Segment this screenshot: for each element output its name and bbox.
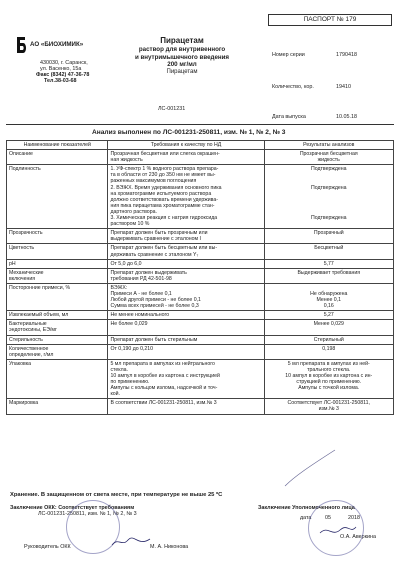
- company-name: АО «БИОХИМИК»: [30, 41, 84, 48]
- analysis-table: [6, 140, 394, 415]
- release-date-label: Дата выпуска: [272, 114, 306, 120]
- storage-note: Хранение. В защищенном от света месте, при температуре не выше 25 ºС: [10, 492, 223, 498]
- cell-line: Упаковка: [9, 360, 31, 367]
- cell-line: на хроматограмме испытуемого раствора: [110, 190, 212, 197]
- header-results: Результаты анализов: [264, 141, 393, 150]
- cell-line: Подтверждена: [311, 215, 347, 222]
- product-name: Пирацетам: [160, 36, 204, 45]
- cell-line: Менее 0,1: [316, 297, 342, 304]
- table-row: [7, 399, 394, 414]
- cell-line: раженных максимумов поглощения: [110, 178, 197, 185]
- requirement-cell: [108, 320, 264, 335]
- cell-line: 2. ВЭЖХ. Время удерживания основного пика: [110, 184, 222, 191]
- cell-line: Ампулы с кольцом излома, надсечкой и точ-: [110, 385, 218, 392]
- analysis-rows: [7, 150, 394, 414]
- indicator-cell: [7, 244, 108, 259]
- requirement-cell: [108, 259, 264, 268]
- company-fax: Факс (8342) 47-36-78: [36, 72, 90, 78]
- cell-line: ния пика пирацетама хроматограмме стан-: [110, 202, 215, 209]
- result-cell: [264, 399, 393, 414]
- okk-signature-icon: [110, 535, 152, 549]
- cell-line: ВЭЖХ:: [110, 284, 128, 291]
- table-row: [7, 344, 394, 359]
- cell-line: Не более 0,029: [110, 321, 148, 328]
- table-row: [7, 165, 394, 229]
- cell-line: 5,27: [323, 312, 334, 319]
- cell-line: Сумма всех примесей - не более 0,3: [110, 303, 199, 310]
- requirement-cell: [108, 283, 264, 310]
- cell-line: 5 мл препарата в ампулах из ней-: [287, 360, 370, 367]
- cell-line: 5 мл препарата в ампулах из нейтрального: [110, 360, 215, 367]
- cell-line: жидкость: [317, 157, 340, 164]
- cell-line: Препарат должен выдерживать: [110, 269, 187, 276]
- cell-line: должно соответствовать времени удержива-: [110, 196, 218, 203]
- indicator-cell: [7, 359, 108, 399]
- cell-line: по применению.: [110, 379, 150, 386]
- cell-line: Описание: [9, 151, 33, 158]
- cell-line: 0,16: [323, 303, 334, 310]
- product-reg: ЛС-001231: [158, 106, 186, 112]
- cell-line: [267, 236, 391, 242]
- table-row: [7, 311, 394, 320]
- cell-line: [267, 391, 391, 397]
- result-cell: [264, 268, 393, 283]
- result-cell: [264, 259, 393, 268]
- table-row: [7, 335, 394, 344]
- release-date-value: 10.05.18: [336, 114, 357, 120]
- table-row: [7, 359, 394, 399]
- cell-line: [267, 327, 391, 333]
- cell-line: кой.: [110, 391, 121, 398]
- requirement-cell: [108, 344, 264, 359]
- cell-line: Любой другой примеси - не более 0,1: [110, 297, 201, 304]
- result-cell: [264, 335, 393, 344]
- cell-line: держивать сравнение с эталоном Y₇: [110, 251, 199, 258]
- cell-line: Подтверждена: [311, 184, 347, 191]
- date-year: 2018: [348, 515, 360, 521]
- cell-line: Не обнаружена: [310, 290, 348, 297]
- requirement-cell: [108, 268, 264, 283]
- cell-line: трального стекла.: [307, 366, 351, 373]
- indicator-cell: [7, 335, 108, 344]
- indicator-cell: [7, 344, 108, 359]
- series-value: 1790418: [336, 52, 357, 58]
- cell-line: эндотоксины, ЕЭ/мг: [9, 327, 57, 334]
- cell-line: Бактериальные: [9, 321, 47, 328]
- indicator-cell: [7, 311, 108, 320]
- product-desc-1: раствор для внутривенного: [138, 46, 226, 53]
- cell-line: раствором 10 %: [110, 221, 150, 228]
- cell-line: Извлекаемый объем, мл: [9, 312, 69, 319]
- indicator-cell: [7, 320, 108, 335]
- cell-line: струкцией по применению.: [296, 379, 362, 386]
- cell-line: [110, 352, 261, 358]
- cell-line: Ампулы с точкой излома.: [298, 385, 360, 392]
- cell-line: Препарат должен быть стерильным: [110, 336, 198, 343]
- okk-head-name: М. А. Никонова: [150, 544, 189, 550]
- cell-line: [267, 252, 391, 258]
- table-row: [7, 259, 394, 268]
- cell-line: Стерильный: [313, 336, 344, 343]
- table-row: [7, 229, 394, 244]
- conclusion-okk: Заключение ОКК: Соответствует требованиям: [10, 505, 135, 511]
- company-tel: Тел.38-03-68: [44, 78, 77, 84]
- cell-line: 5,77: [323, 260, 334, 267]
- result-signature-mark-icon: [280, 446, 340, 490]
- cell-line: та в области от 230 до 350 нм не имеет вы-: [110, 172, 216, 179]
- cell-line: ная жидкость: [110, 157, 143, 164]
- requirement-cell: [108, 165, 264, 229]
- cell-line: Количественное: [9, 345, 49, 352]
- company-address-2: ул. Васенко, 15а: [40, 66, 82, 72]
- cell-line: Примеси А - не более 0,1: [110, 290, 172, 297]
- cell-line: Цветность: [9, 245, 35, 252]
- table-row: [7, 268, 394, 283]
- result-cell: [264, 229, 393, 244]
- result-cell: [264, 320, 393, 335]
- indicator-cell: [7, 165, 108, 229]
- company-logo-icon: [14, 36, 28, 54]
- result-cell: [264, 344, 393, 359]
- okk-head-label: Руководитель ОКК: [24, 544, 71, 550]
- cell-line: требования РД 42-501-98: [110, 275, 172, 282]
- cell-line: Прозрачный: [313, 230, 344, 237]
- requirement-cell: [108, 359, 264, 399]
- cell-line: Прозрачная бесцветная или слегка окрашен-: [110, 151, 220, 158]
- header-indicator: Наименование показателей: [7, 141, 108, 150]
- cell-line: Менее 0,029: [313, 321, 344, 328]
- requirement-cell: [108, 150, 264, 165]
- table-row: [7, 150, 394, 165]
- cell-line: Подлинность: [9, 166, 41, 173]
- indicator-cell: [7, 259, 108, 268]
- indicator-cell: [7, 268, 108, 283]
- cell-line: Препарат должен быть бесцветным или вы-: [110, 245, 218, 252]
- requirement-cell: [108, 311, 264, 320]
- passport-number: ПАСПОРТ № 179: [268, 14, 392, 26]
- series-label: Номер серии: [272, 52, 305, 58]
- cell-line: [267, 276, 391, 282]
- table-row: [7, 283, 394, 310]
- cell-line: Бесцветный: [314, 245, 344, 252]
- cell-line: 10 ампул в коробке из картона с инструкцией: [110, 373, 220, 379]
- cell-line: Препарат должен быть прозрачным или: [110, 230, 208, 237]
- cell-line: изм.№ 3: [318, 406, 339, 413]
- cell-line: 3. Химическая реакция с натрия гидроксида: [110, 215, 218, 222]
- authorized-signature-icon: [318, 524, 358, 538]
- cell-line: Не менее номинального: [110, 312, 170, 319]
- quantity-label: Количество, кор.: [272, 84, 314, 90]
- cell-line: От 5,0 до 6,0: [110, 260, 142, 267]
- result-cell: [264, 359, 393, 399]
- cell-line: [110, 327, 261, 333]
- cell-line: выдерживать сравнение с эталоном I: [110, 236, 201, 243]
- date-month: 05: [325, 515, 331, 521]
- cell-line: [267, 221, 391, 227]
- conclusion-authorized: Заключение Уполномоченного лица: [258, 505, 355, 511]
- cell-line: определение, г/мл: [9, 351, 54, 358]
- cell-line: От 0,190 до 0,210: [110, 345, 154, 352]
- authorized-person-name: О.А. Аверкина: [340, 534, 377, 540]
- date-label: дата: [300, 515, 312, 521]
- cell-line: Выдерживает требования: [297, 269, 361, 276]
- table-row: [7, 320, 394, 335]
- cell-line: 0,198: [322, 345, 336, 352]
- company-address-1: 430030, г. Саранск,: [40, 60, 88, 66]
- result-cell: [264, 283, 393, 310]
- cell-line: Стерильность: [9, 336, 43, 343]
- cell-line: включения: [9, 275, 36, 282]
- header-requirements: Требования к качеству по НД: [108, 141, 264, 150]
- cell-line: Посторонние примеси, %: [9, 284, 71, 291]
- indicator-cell: [7, 229, 108, 244]
- cell-line: Подтверждена: [311, 166, 347, 173]
- cell-line: В соответствии ЛС-001231-250811, изм.№ 3: [110, 400, 217, 407]
- analysis-title: Анализ выполнен по ЛС-001231-250811, изм. № 1, № 2, № 3: [92, 129, 286, 136]
- requirement-cell: [108, 244, 264, 259]
- cell-line: Соответствует ЛС-001231-250811,: [287, 400, 370, 407]
- cell-line: [267, 352, 391, 358]
- cell-line: Маркировка: [9, 400, 39, 407]
- result-cell: [264, 150, 393, 165]
- cell-line: pH: [9, 260, 16, 267]
- cell-line: Прозрачность: [9, 230, 43, 237]
- result-cell: [264, 311, 393, 320]
- product-desc-2: и внутримышечного введения: [134, 53, 230, 61]
- table-row: [7, 244, 394, 259]
- cell-line: Прозрачная бесцветная: [299, 151, 358, 158]
- indicator-cell: [7, 150, 108, 165]
- requirement-cell: [108, 335, 264, 344]
- product-dose: 200 мг/мл: [167, 61, 197, 68]
- conclusion-okk-ref: ЛС-001231-250811, изм. № 1, № 2, № 3: [38, 511, 137, 517]
- cell-line: дартного раствора.: [110, 208, 157, 215]
- requirement-cell: [108, 229, 264, 244]
- product-inn: Пирацетам: [166, 68, 198, 75]
- cell-line: Механические: [9, 269, 44, 276]
- indicator-cell: [7, 283, 108, 310]
- result-cell: [264, 244, 393, 259]
- indicator-cell: [7, 399, 108, 414]
- cell-line: стекла.: [110, 366, 128, 373]
- cell-line: 1. УФ-спектр 1 % водного раствора препара-: [110, 166, 219, 173]
- cell-line: 10 ампул в коробке из картона с ин-: [285, 373, 373, 379]
- quantity-value: 19410: [336, 84, 351, 90]
- result-cell: [264, 165, 393, 229]
- requirement-cell: [108, 399, 264, 414]
